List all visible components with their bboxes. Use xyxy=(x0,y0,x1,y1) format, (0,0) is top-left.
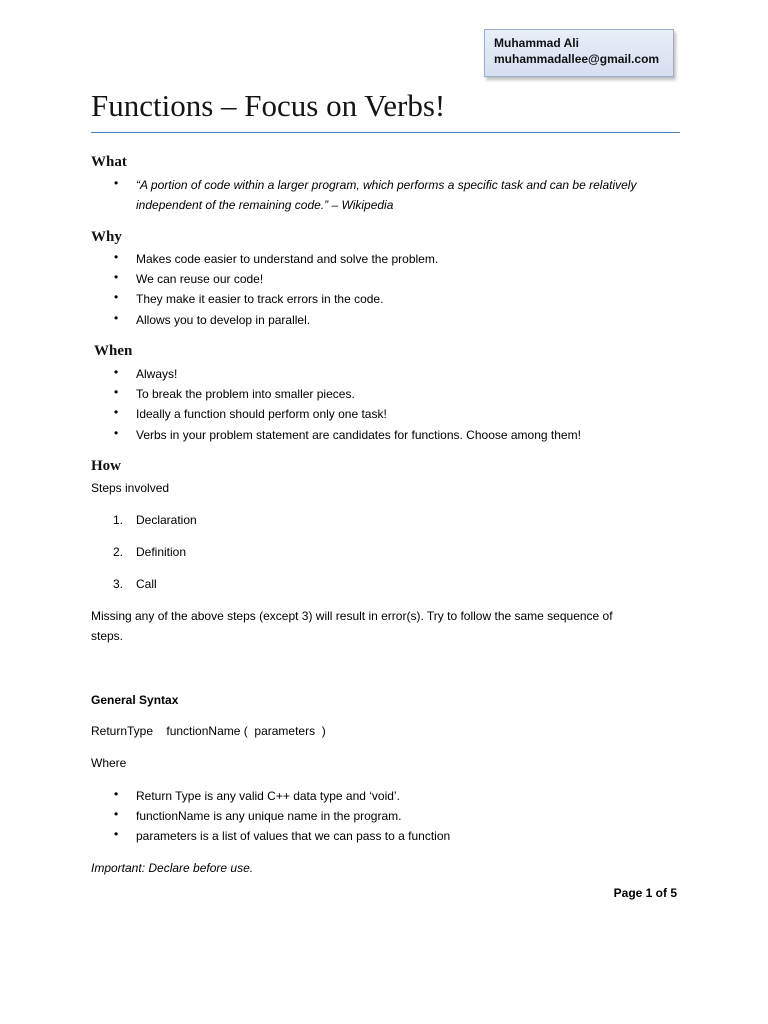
how-intro: Steps involved xyxy=(91,481,170,495)
bullet-icon: • xyxy=(114,787,119,801)
bullet-icon: • xyxy=(114,311,119,325)
why-item: We can reuse our code! xyxy=(136,272,264,286)
bullet-icon: • xyxy=(114,365,119,379)
when-item: Always! xyxy=(136,367,178,381)
bullet-icon: • xyxy=(114,250,119,264)
how-note-line-2: steps. xyxy=(91,629,124,643)
page-number: Page 1 of 5 xyxy=(613,886,677,900)
step-item: Declaration xyxy=(136,513,197,527)
title-underline xyxy=(91,132,680,133)
author-name: Muhammad Ali xyxy=(494,36,579,50)
when-item: Ideally a function should perform only one task! xyxy=(136,407,387,421)
what-quote-line-2: independent of the remaining code.” – Wikipedia xyxy=(136,198,394,212)
bullet-icon: • xyxy=(114,290,119,304)
syntax-where: Where xyxy=(91,756,127,770)
bullet-icon: • xyxy=(114,270,119,284)
syntax-line: ReturnType functionName ( parameters ) xyxy=(91,724,326,738)
bullet-icon: • xyxy=(114,827,119,841)
step-item: Definition xyxy=(136,545,187,559)
heading-how: How xyxy=(91,458,121,474)
document-title: Functions – Focus on Verbs! xyxy=(91,88,446,123)
author-text-box xyxy=(484,29,674,77)
why-item: Allows you to develop in parallel. xyxy=(136,313,311,327)
bullet-icon: • xyxy=(114,807,119,821)
step-number: 2. xyxy=(113,545,124,559)
step-item: Call xyxy=(136,577,157,591)
bullet-icon: • xyxy=(114,405,119,419)
heading-why: Why xyxy=(91,229,122,245)
bullet-icon: • xyxy=(114,385,119,399)
important-note: Important: Declare before use. xyxy=(91,861,254,875)
why-item: They make it easier to track errors in the code. xyxy=(136,292,384,306)
heading-when: When xyxy=(94,343,133,359)
step-number: 3. xyxy=(113,577,124,591)
author-email: muhammadallee@gmail.com xyxy=(494,52,660,66)
syntax-item: Return Type is any valid C++ data type and ‘void’. xyxy=(136,789,400,803)
syntax-heading: General Syntax xyxy=(91,693,179,707)
how-note-line-1: Missing any of the above steps (except 3) will result in error(s). Try to follow the same sequence of xyxy=(91,609,613,623)
syntax-item: parameters is a list of values that we can pass to a function xyxy=(136,829,451,843)
bullet-icon: • xyxy=(114,176,119,190)
why-item: Makes code easier to understand and solve the problem. xyxy=(136,252,439,266)
heading-what: What xyxy=(91,154,127,170)
what-quote-line-1: “A portion of code within a larger program, which performs a specific task and can be relatively xyxy=(136,178,637,192)
bullet-icon: • xyxy=(114,426,119,440)
step-number: 1. xyxy=(113,513,124,527)
syntax-item: functionName is any unique name in the program. xyxy=(136,809,402,823)
when-item: To break the problem into smaller pieces. xyxy=(136,387,355,401)
when-item: Verbs in your problem statement are candidates for functions. Choose among them! xyxy=(136,428,581,442)
